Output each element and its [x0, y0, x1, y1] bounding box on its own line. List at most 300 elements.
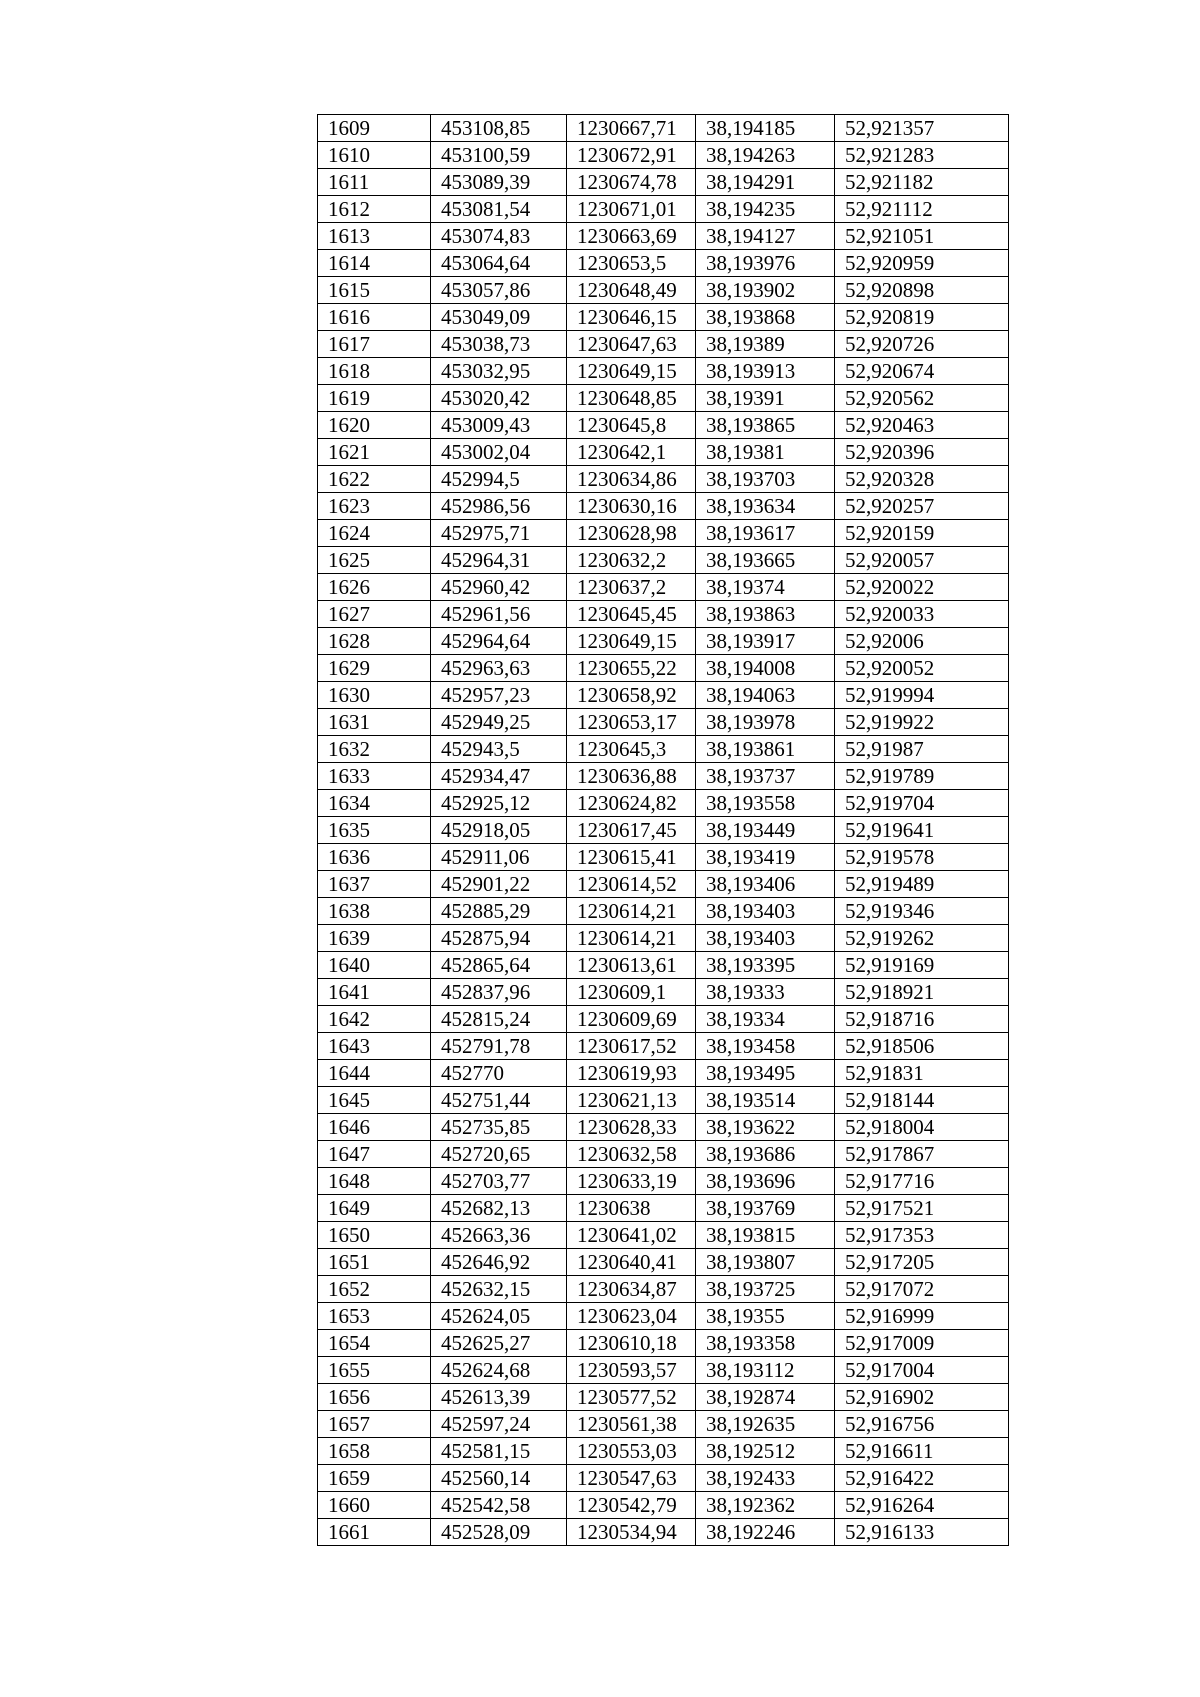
latitude-cell: 38,193458	[696, 1033, 835, 1060]
latitude-cell: 38,19355	[696, 1303, 835, 1330]
y-coordinate-cell: 1230593,57	[567, 1357, 696, 1384]
x-coordinate-cell: 452528,09	[431, 1519, 567, 1546]
point-number-cell: 1656	[318, 1384, 431, 1411]
x-coordinate-cell: 452986,56	[431, 493, 567, 520]
longitude-cell: 52,917716	[835, 1168, 1009, 1195]
point-number-cell: 1616	[318, 304, 431, 331]
table-row	[318, 1168, 1009, 1195]
y-coordinate-cell: 1230614,52	[567, 871, 696, 898]
longitude-cell: 52,920959	[835, 250, 1009, 277]
table-row	[318, 1330, 1009, 1357]
y-coordinate-cell: 1230632,58	[567, 1141, 696, 1168]
longitude-cell: 52,92006	[835, 628, 1009, 655]
longitude-cell: 52,916756	[835, 1411, 1009, 1438]
point-number-cell: 1621	[318, 439, 431, 466]
longitude-cell: 52,918004	[835, 1114, 1009, 1141]
x-coordinate-cell: 452720,65	[431, 1141, 567, 1168]
latitude-cell: 38,193686	[696, 1141, 835, 1168]
latitude-cell: 38,192874	[696, 1384, 835, 1411]
longitude-cell: 52,920674	[835, 358, 1009, 385]
latitude-cell: 38,193769	[696, 1195, 835, 1222]
longitude-cell: 52,921112	[835, 196, 1009, 223]
x-coordinate-cell: 452791,78	[431, 1033, 567, 1060]
point-number-cell: 1615	[318, 277, 431, 304]
latitude-cell: 38,194235	[696, 196, 835, 223]
table-row	[318, 223, 1009, 250]
longitude-cell: 52,918921	[835, 979, 1009, 1006]
x-coordinate-cell: 452994,5	[431, 466, 567, 493]
y-coordinate-cell: 1230634,86	[567, 466, 696, 493]
table-row	[318, 898, 1009, 925]
y-coordinate-cell: 1230653,17	[567, 709, 696, 736]
table-row	[318, 871, 1009, 898]
latitude-cell: 38,193868	[696, 304, 835, 331]
x-coordinate-cell: 452925,12	[431, 790, 567, 817]
x-coordinate-cell: 452625,27	[431, 1330, 567, 1357]
x-coordinate-cell: 452964,31	[431, 547, 567, 574]
coordinates-table-body	[318, 115, 1009, 1546]
x-coordinate-cell: 453009,43	[431, 412, 567, 439]
table-row	[318, 1465, 1009, 1492]
table-row	[318, 1141, 1009, 1168]
longitude-cell: 52,917072	[835, 1276, 1009, 1303]
point-number-cell: 1614	[318, 250, 431, 277]
table-row	[318, 1519, 1009, 1546]
longitude-cell: 52,921182	[835, 169, 1009, 196]
y-coordinate-cell: 1230646,15	[567, 304, 696, 331]
longitude-cell: 52,920396	[835, 439, 1009, 466]
latitude-cell: 38,193395	[696, 952, 835, 979]
latitude-cell: 38,193861	[696, 736, 835, 763]
y-coordinate-cell: 1230534,94	[567, 1519, 696, 1546]
point-number-cell: 1617	[318, 331, 431, 358]
y-coordinate-cell: 1230653,5	[567, 250, 696, 277]
longitude-cell: 52,917004	[835, 1357, 1009, 1384]
longitude-cell: 52,920057	[835, 547, 1009, 574]
latitude-cell: 38,192635	[696, 1411, 835, 1438]
y-coordinate-cell: 1230628,98	[567, 520, 696, 547]
point-number-cell: 1631	[318, 709, 431, 736]
y-coordinate-cell: 1230671,01	[567, 196, 696, 223]
longitude-cell: 52,920328	[835, 466, 1009, 493]
latitude-cell: 38,194127	[696, 223, 835, 250]
longitude-cell: 52,919262	[835, 925, 1009, 952]
y-coordinate-cell: 1230609,69	[567, 1006, 696, 1033]
y-coordinate-cell: 1230614,21	[567, 925, 696, 952]
longitude-cell: 52,918144	[835, 1087, 1009, 1114]
latitude-cell: 38,194008	[696, 655, 835, 682]
y-coordinate-cell: 1230615,41	[567, 844, 696, 871]
latitude-cell: 38,19391	[696, 385, 835, 412]
longitude-cell: 52,917009	[835, 1330, 1009, 1357]
latitude-cell: 38,193406	[696, 871, 835, 898]
y-coordinate-cell: 1230645,8	[567, 412, 696, 439]
table-row	[318, 520, 1009, 547]
point-number-cell: 1629	[318, 655, 431, 682]
y-coordinate-cell: 1230647,63	[567, 331, 696, 358]
coordinates-table	[317, 114, 1009, 1546]
table-row	[318, 1033, 1009, 1060]
longitude-cell: 52,920257	[835, 493, 1009, 520]
y-coordinate-cell: 1230634,87	[567, 1276, 696, 1303]
point-number-cell: 1620	[318, 412, 431, 439]
latitude-cell: 38,193514	[696, 1087, 835, 1114]
table-row	[318, 817, 1009, 844]
latitude-cell: 38,19389	[696, 331, 835, 358]
latitude-cell: 38,19374	[696, 574, 835, 601]
table-row	[318, 1438, 1009, 1465]
table-row	[318, 1384, 1009, 1411]
longitude-cell: 52,920819	[835, 304, 1009, 331]
x-coordinate-cell: 453049,09	[431, 304, 567, 331]
longitude-cell: 52,916422	[835, 1465, 1009, 1492]
x-coordinate-cell: 452957,23	[431, 682, 567, 709]
longitude-cell: 52,917521	[835, 1195, 1009, 1222]
table-row	[318, 952, 1009, 979]
latitude-cell: 38,193358	[696, 1330, 835, 1357]
x-coordinate-cell: 453038,73	[431, 331, 567, 358]
longitude-cell: 52,91831	[835, 1060, 1009, 1087]
x-coordinate-cell: 453074,83	[431, 223, 567, 250]
x-coordinate-cell: 452624,68	[431, 1357, 567, 1384]
x-coordinate-cell: 452735,85	[431, 1114, 567, 1141]
x-coordinate-cell: 452613,39	[431, 1384, 567, 1411]
latitude-cell: 38,194185	[696, 115, 835, 142]
point-number-cell: 1655	[318, 1357, 431, 1384]
x-coordinate-cell: 453064,64	[431, 250, 567, 277]
longitude-cell: 52,919922	[835, 709, 1009, 736]
y-coordinate-cell: 1230649,15	[567, 358, 696, 385]
point-number-cell: 1653	[318, 1303, 431, 1330]
x-coordinate-cell: 453100,59	[431, 142, 567, 169]
latitude-cell: 38,193815	[696, 1222, 835, 1249]
latitude-cell: 38,193449	[696, 817, 835, 844]
x-coordinate-cell: 452632,15	[431, 1276, 567, 1303]
point-number-cell: 1658	[318, 1438, 431, 1465]
y-coordinate-cell: 1230561,38	[567, 1411, 696, 1438]
y-coordinate-cell: 1230542,79	[567, 1492, 696, 1519]
table-row	[318, 331, 1009, 358]
table-row	[318, 763, 1009, 790]
table-row	[318, 196, 1009, 223]
table-row	[318, 1006, 1009, 1033]
point-number-cell: 1660	[318, 1492, 431, 1519]
latitude-cell: 38,193403	[696, 925, 835, 952]
table-row	[318, 1357, 1009, 1384]
table-row	[318, 1276, 1009, 1303]
table-row	[318, 979, 1009, 1006]
point-number-cell: 1632	[318, 736, 431, 763]
point-number-cell: 1622	[318, 466, 431, 493]
point-number-cell: 1619	[318, 385, 431, 412]
x-coordinate-cell: 452624,05	[431, 1303, 567, 1330]
longitude-cell: 52,916902	[835, 1384, 1009, 1411]
latitude-cell: 38,192362	[696, 1492, 835, 1519]
longitude-cell: 52,919789	[835, 763, 1009, 790]
latitude-cell: 38,194291	[696, 169, 835, 196]
table-row	[318, 169, 1009, 196]
x-coordinate-cell: 452949,25	[431, 709, 567, 736]
point-number-cell: 1644	[318, 1060, 431, 1087]
y-coordinate-cell: 1230553,03	[567, 1438, 696, 1465]
point-number-cell: 1642	[318, 1006, 431, 1033]
latitude-cell: 38,193913	[696, 358, 835, 385]
table-row	[318, 601, 1009, 628]
x-coordinate-cell: 452597,24	[431, 1411, 567, 1438]
latitude-cell: 38,193495	[696, 1060, 835, 1087]
longitude-cell: 52,916999	[835, 1303, 1009, 1330]
y-coordinate-cell: 1230648,85	[567, 385, 696, 412]
latitude-cell: 38,193807	[696, 1249, 835, 1276]
x-coordinate-cell: 453002,04	[431, 439, 567, 466]
table-row	[318, 790, 1009, 817]
table-row	[318, 1060, 1009, 1087]
x-coordinate-cell: 452815,24	[431, 1006, 567, 1033]
x-coordinate-cell: 453108,85	[431, 115, 567, 142]
y-coordinate-cell: 1230645,45	[567, 601, 696, 628]
latitude-cell: 38,193403	[696, 898, 835, 925]
x-coordinate-cell: 452918,05	[431, 817, 567, 844]
longitude-cell: 52,920022	[835, 574, 1009, 601]
table-row	[318, 412, 1009, 439]
y-coordinate-cell: 1230663,69	[567, 223, 696, 250]
table-row	[318, 1411, 1009, 1438]
latitude-cell: 38,193558	[696, 790, 835, 817]
y-coordinate-cell: 1230628,33	[567, 1114, 696, 1141]
latitude-cell: 38,193865	[696, 412, 835, 439]
longitude-cell: 52,917205	[835, 1249, 1009, 1276]
longitude-cell: 52,918716	[835, 1006, 1009, 1033]
x-coordinate-cell: 453032,95	[431, 358, 567, 385]
x-coordinate-cell: 452961,56	[431, 601, 567, 628]
latitude-cell: 38,193725	[696, 1276, 835, 1303]
longitude-cell: 52,921051	[835, 223, 1009, 250]
longitude-cell: 52,919704	[835, 790, 1009, 817]
point-number-cell: 1635	[318, 817, 431, 844]
point-number-cell: 1641	[318, 979, 431, 1006]
longitude-cell: 52,920052	[835, 655, 1009, 682]
y-coordinate-cell: 1230674,78	[567, 169, 696, 196]
y-coordinate-cell: 1230637,2	[567, 574, 696, 601]
y-coordinate-cell: 1230609,1	[567, 979, 696, 1006]
point-number-cell: 1643	[318, 1033, 431, 1060]
table-row	[318, 1222, 1009, 1249]
point-number-cell: 1613	[318, 223, 431, 250]
table-row	[318, 547, 1009, 574]
latitude-cell: 38,193112	[696, 1357, 835, 1384]
x-coordinate-cell: 452934,47	[431, 763, 567, 790]
point-number-cell: 1648	[318, 1168, 431, 1195]
x-coordinate-cell: 452703,77	[431, 1168, 567, 1195]
point-number-cell: 1627	[318, 601, 431, 628]
longitude-cell: 52,916264	[835, 1492, 1009, 1519]
x-coordinate-cell: 452911,06	[431, 844, 567, 871]
latitude-cell: 38,193902	[696, 277, 835, 304]
latitude-cell: 38,193976	[696, 250, 835, 277]
x-coordinate-cell: 453020,42	[431, 385, 567, 412]
y-coordinate-cell: 1230655,22	[567, 655, 696, 682]
y-coordinate-cell: 1230547,63	[567, 1465, 696, 1492]
point-number-cell: 1651	[318, 1249, 431, 1276]
x-coordinate-cell: 452885,29	[431, 898, 567, 925]
longitude-cell: 52,920726	[835, 331, 1009, 358]
x-coordinate-cell: 452960,42	[431, 574, 567, 601]
latitude-cell: 38,19333	[696, 979, 835, 1006]
point-number-cell: 1639	[318, 925, 431, 952]
y-coordinate-cell: 1230648,49	[567, 277, 696, 304]
y-coordinate-cell: 1230577,52	[567, 1384, 696, 1411]
x-coordinate-cell: 452975,71	[431, 520, 567, 547]
point-number-cell: 1610	[318, 142, 431, 169]
point-number-cell: 1659	[318, 1465, 431, 1492]
x-coordinate-cell: 452581,15	[431, 1438, 567, 1465]
point-number-cell: 1645	[318, 1087, 431, 1114]
table-row	[318, 277, 1009, 304]
longitude-cell: 52,920562	[835, 385, 1009, 412]
point-number-cell: 1649	[318, 1195, 431, 1222]
longitude-cell: 52,919641	[835, 817, 1009, 844]
x-coordinate-cell: 452964,64	[431, 628, 567, 655]
table-row	[318, 385, 1009, 412]
longitude-cell: 52,916133	[835, 1519, 1009, 1546]
point-number-cell: 1636	[318, 844, 431, 871]
x-coordinate-cell: 452943,5	[431, 736, 567, 763]
y-coordinate-cell: 1230636,88	[567, 763, 696, 790]
longitude-cell: 52,921357	[835, 115, 1009, 142]
point-number-cell: 1661	[318, 1519, 431, 1546]
y-coordinate-cell: 1230672,91	[567, 142, 696, 169]
point-number-cell: 1628	[318, 628, 431, 655]
longitude-cell: 52,919169	[835, 952, 1009, 979]
longitude-cell: 52,919578	[835, 844, 1009, 871]
latitude-cell: 38,193622	[696, 1114, 835, 1141]
x-coordinate-cell: 452751,44	[431, 1087, 567, 1114]
y-coordinate-cell: 1230649,15	[567, 628, 696, 655]
y-coordinate-cell: 1230613,61	[567, 952, 696, 979]
longitude-cell: 52,919489	[835, 871, 1009, 898]
table-row	[318, 574, 1009, 601]
table-row	[318, 1114, 1009, 1141]
point-number-cell: 1625	[318, 547, 431, 574]
x-coordinate-cell: 453081,54	[431, 196, 567, 223]
point-number-cell: 1612	[318, 196, 431, 223]
point-number-cell: 1634	[318, 790, 431, 817]
point-number-cell: 1626	[318, 574, 431, 601]
latitude-cell: 38,193737	[696, 763, 835, 790]
y-coordinate-cell: 1230640,41	[567, 1249, 696, 1276]
y-coordinate-cell: 1230630,16	[567, 493, 696, 520]
x-coordinate-cell: 452560,14	[431, 1465, 567, 1492]
point-number-cell: 1623	[318, 493, 431, 520]
longitude-cell: 52,91987	[835, 736, 1009, 763]
latitude-cell: 38,193863	[696, 601, 835, 628]
y-coordinate-cell: 1230667,71	[567, 115, 696, 142]
x-coordinate-cell: 452865,64	[431, 952, 567, 979]
point-number-cell: 1637	[318, 871, 431, 898]
point-number-cell: 1611	[318, 169, 431, 196]
point-number-cell: 1647	[318, 1141, 431, 1168]
point-number-cell: 1640	[318, 952, 431, 979]
longitude-cell: 52,916611	[835, 1438, 1009, 1465]
x-coordinate-cell: 452663,36	[431, 1222, 567, 1249]
latitude-cell: 38,193696	[696, 1168, 835, 1195]
table-row	[318, 493, 1009, 520]
table-row	[318, 142, 1009, 169]
point-number-cell: 1618	[318, 358, 431, 385]
latitude-cell: 38,194063	[696, 682, 835, 709]
y-coordinate-cell: 1230632,2	[567, 547, 696, 574]
table-row	[318, 655, 1009, 682]
latitude-cell: 38,19334	[696, 1006, 835, 1033]
latitude-cell: 38,193665	[696, 547, 835, 574]
table-row	[318, 844, 1009, 871]
point-number-cell: 1609	[318, 115, 431, 142]
y-coordinate-cell: 1230617,52	[567, 1033, 696, 1060]
point-number-cell: 1657	[318, 1411, 431, 1438]
point-number-cell: 1646	[318, 1114, 431, 1141]
latitude-cell: 38,192246	[696, 1519, 835, 1546]
point-number-cell: 1652	[318, 1276, 431, 1303]
y-coordinate-cell: 1230624,82	[567, 790, 696, 817]
y-coordinate-cell: 1230619,93	[567, 1060, 696, 1087]
table-row	[318, 358, 1009, 385]
y-coordinate-cell: 1230638	[567, 1195, 696, 1222]
y-coordinate-cell: 1230621,13	[567, 1087, 696, 1114]
y-coordinate-cell: 1230658,92	[567, 682, 696, 709]
point-number-cell: 1630	[318, 682, 431, 709]
table-row	[318, 439, 1009, 466]
x-coordinate-cell: 452646,92	[431, 1249, 567, 1276]
table-row	[318, 304, 1009, 331]
table-row	[318, 1492, 1009, 1519]
table-row	[318, 250, 1009, 277]
x-coordinate-cell: 452875,94	[431, 925, 567, 952]
latitude-cell: 38,193703	[696, 466, 835, 493]
y-coordinate-cell: 1230645,3	[567, 736, 696, 763]
table-row	[318, 1087, 1009, 1114]
x-coordinate-cell: 452682,13	[431, 1195, 567, 1222]
table-row	[318, 925, 1009, 952]
table-row	[318, 1249, 1009, 1276]
latitude-cell: 38,193978	[696, 709, 835, 736]
point-number-cell: 1654	[318, 1330, 431, 1357]
x-coordinate-cell: 452901,22	[431, 871, 567, 898]
table-row	[318, 1303, 1009, 1330]
longitude-cell: 52,918506	[835, 1033, 1009, 1060]
latitude-cell: 38,193617	[696, 520, 835, 547]
y-coordinate-cell: 1230617,45	[567, 817, 696, 844]
table-row	[318, 1195, 1009, 1222]
table-row	[318, 466, 1009, 493]
latitude-cell: 38,192512	[696, 1438, 835, 1465]
longitude-cell: 52,921283	[835, 142, 1009, 169]
x-coordinate-cell: 452770	[431, 1060, 567, 1087]
point-number-cell: 1650	[318, 1222, 431, 1249]
x-coordinate-cell: 452542,58	[431, 1492, 567, 1519]
table-row	[318, 736, 1009, 763]
longitude-cell: 52,920463	[835, 412, 1009, 439]
x-coordinate-cell: 452963,63	[431, 655, 567, 682]
latitude-cell: 38,193419	[696, 844, 835, 871]
y-coordinate-cell: 1230633,19	[567, 1168, 696, 1195]
table-row	[318, 115, 1009, 142]
point-number-cell: 1638	[318, 898, 431, 925]
latitude-cell: 38,193917	[696, 628, 835, 655]
table-row	[318, 709, 1009, 736]
latitude-cell: 38,192433	[696, 1465, 835, 1492]
point-number-cell: 1624	[318, 520, 431, 547]
y-coordinate-cell: 1230610,18	[567, 1330, 696, 1357]
